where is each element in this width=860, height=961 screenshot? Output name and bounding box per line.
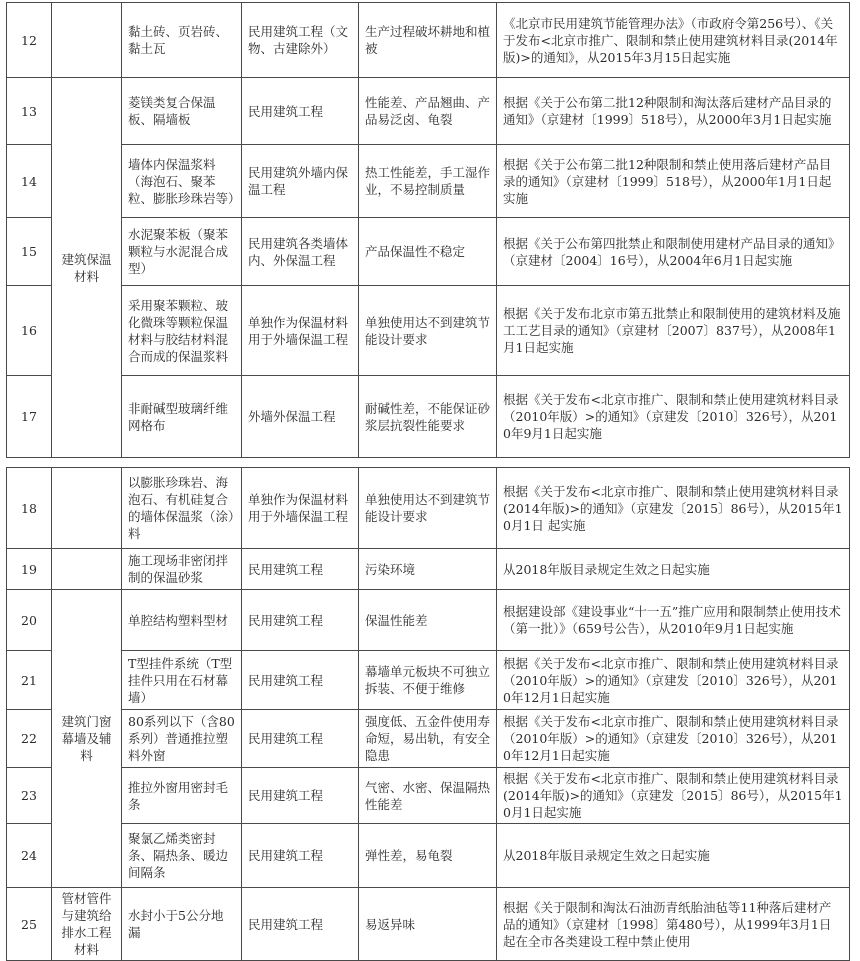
application-scope: 民用建筑工程 bbox=[242, 651, 359, 710]
category-cell: 建筑门窗幕墙及辅料 bbox=[52, 590, 122, 888]
application-scope: 民用建筑工程 bbox=[242, 768, 359, 824]
prohibition-reason: 产品保温性不稳定 bbox=[359, 218, 497, 286]
regulation-basis: 根据《关于发布<北京市推广、限制和禁止使用建筑材料目录(2014年版)>的通知》（京建发〔2015〕86号），从2015年10月1日起实施 bbox=[497, 768, 850, 824]
category-cell-blank bbox=[52, 468, 122, 549]
prohibition-reason: 幕墙单元板块不可独立拆装、不便于维修 bbox=[359, 651, 497, 710]
prohibition-reason: 生产过程破坏耕地和植被 bbox=[359, 3, 497, 78]
material-name: T型挂件系统（T型挂件只用在石材幕墙） bbox=[122, 651, 242, 710]
row-number: 25 bbox=[7, 888, 52, 961]
table-row bbox=[7, 468, 850, 549]
table-row bbox=[7, 218, 850, 286]
table-row bbox=[7, 145, 850, 218]
regulation-table-bottom bbox=[6, 467, 850, 961]
category-cell-blank bbox=[52, 549, 122, 590]
regulation-basis: 根据《关于发布<北京市推广、限制和禁止使用建筑材料目录(2014年版)>的通知》（京建发〔2015〕86号），从2015年10月1日 起实施 bbox=[497, 468, 850, 549]
row-number: 12 bbox=[7, 3, 52, 78]
row-number: 20 bbox=[7, 590, 52, 651]
material-name: 非耐碱型玻璃纤维网格布 bbox=[122, 376, 242, 458]
table-row bbox=[7, 78, 850, 145]
row-number: 22 bbox=[7, 710, 52, 768]
prohibition-reason: 污染环境 bbox=[359, 549, 497, 590]
prohibition-reason: 保温性能差 bbox=[359, 590, 497, 651]
prohibition-reason: 热工性能差，手工湿作业，不易控制质量 bbox=[359, 145, 497, 218]
table-row bbox=[7, 590, 850, 651]
application-scope: 外墙外保温工程 bbox=[242, 376, 359, 458]
prohibition-reason: 易返异味 bbox=[359, 888, 497, 961]
table-row bbox=[7, 824, 850, 888]
table-row bbox=[7, 549, 850, 590]
prohibition-reason: 单独使用达不到建筑节能设计要求 bbox=[359, 468, 497, 549]
category-cell: 管材管件与建筑给排水工程材料 bbox=[52, 888, 122, 961]
material-name: 菱镁类复合保温板、隔墙板 bbox=[122, 78, 242, 145]
prohibition-reason: 性能差、产品翘曲、产品易泛卤、龟裂 bbox=[359, 78, 497, 145]
table-row bbox=[7, 710, 850, 768]
application-scope: 民用建筑各类墙体内、外保温工程 bbox=[242, 218, 359, 286]
application-scope: 民用建筑工程 bbox=[242, 710, 359, 768]
table-row bbox=[7, 888, 850, 961]
application-scope: 民用建筑外墙内保温工程 bbox=[242, 145, 359, 218]
row-number: 16 bbox=[7, 286, 52, 376]
table-row bbox=[7, 3, 850, 78]
application-scope: 民用建筑工程（文物、古建除外） bbox=[242, 3, 359, 78]
row-number: 14 bbox=[7, 145, 52, 218]
regulation-basis: 《北京市民用建筑节能管理办法》（市政府令第256号）、《关于发布<北京市推广、限制和禁止使用建筑材料目录(2014年版)>的通知》，从2015年3月15日起实施 bbox=[497, 3, 850, 78]
row-number: 23 bbox=[7, 768, 52, 824]
row-number: 17 bbox=[7, 376, 52, 458]
regulation-basis: 根据《关于发布<北京市推广、限制和禁止使用建筑材料目录（2010年版）>的通知》（京建发〔2010〕326号），从2010年12月1日起实施 bbox=[497, 710, 850, 768]
material-name: 采用聚苯颗粒、玻化微珠等颗粒保温材料与胶结材料混合而成的保温浆料 bbox=[122, 286, 242, 376]
regulation-basis: 根据建设部《建设事业“十一五”推广应用和限制禁止使用技术（第一批）》（659号公告），从2010年9月1日起实施 bbox=[497, 590, 850, 651]
application-scope: 单独作为保温材料用于外墙保温工程 bbox=[242, 286, 359, 376]
material-name: 黏土砖、页岩砖、黏土瓦 bbox=[122, 3, 242, 78]
regulation-basis: 根据《关于公布第二批12种限制和淘汰落后建材产品目录的通知》（京建材〔1999〕518号），从2000年3月1日起实施 bbox=[497, 78, 850, 145]
material-name: 以膨胀珍珠岩、海泡石、有机硅复合的墙体保温浆（涂）料 bbox=[122, 468, 242, 549]
regulation-basis: 根据《关于发布<北京市推广、限制和禁止使用建筑材料目录（2010年版）>的通知》（京建发〔2010〕326号），从2010年9月1日起实施 bbox=[497, 376, 850, 458]
material-name: 推拉外窗用密封毛条 bbox=[122, 768, 242, 824]
row-number: 19 bbox=[7, 549, 52, 590]
application-scope: 民用建筑工程 bbox=[242, 549, 359, 590]
application-scope: 民用建筑工程 bbox=[242, 824, 359, 888]
regulation-basis: 根据《关于发布北京市第五批禁止和限制使用的建筑材料及施工工艺目录的通知》（京建材〔2007〕837号），从2008年1月1日起实施 bbox=[497, 286, 850, 376]
application-scope: 民用建筑工程 bbox=[242, 888, 359, 961]
regulation-basis: 根据《关于发布<北京市推广、限制和禁止使用建筑材料目录（2010年版）>的通知》（京建发〔2010〕326号），从2010年12月1日起实施 bbox=[497, 651, 850, 710]
material-name: 80系列以下（含80系列）普通推拉塑料外窗 bbox=[122, 710, 242, 768]
table-row bbox=[7, 376, 850, 458]
application-scope: 民用建筑工程 bbox=[242, 78, 359, 145]
prohibition-reason: 耐碱性差，不能保证砂浆层抗裂性能要求 bbox=[359, 376, 497, 458]
regulation-basis: 从2018年版目录规定生效之日起实施 bbox=[497, 549, 850, 590]
table-row bbox=[7, 651, 850, 710]
material-name: 单腔结构塑料型材 bbox=[122, 590, 242, 651]
regulation-basis: 根据《关于公布第四批禁止和限制使用建材产品目录的通知》（京建材〔2004〕16号），从2004年6月1日起实施 bbox=[497, 218, 850, 286]
material-name: 墙体内保温浆料（海泡石、聚苯粒、膨胀珍珠岩等） bbox=[122, 145, 242, 218]
material-name: 水封小于5公分地漏 bbox=[122, 888, 242, 961]
material-name: 施工现场非密闭拌制的保温砂浆 bbox=[122, 549, 242, 590]
row-number: 18 bbox=[7, 468, 52, 549]
category-cell-blank bbox=[52, 3, 122, 78]
material-name: 聚氯乙烯类密封条、隔热条、暖边间隔条 bbox=[122, 824, 242, 888]
row-number: 13 bbox=[7, 78, 52, 145]
regulation-table-top bbox=[6, 2, 850, 458]
application-scope: 单独作为保温材料用于外墙保温工程 bbox=[242, 468, 359, 549]
table-row bbox=[7, 286, 850, 376]
table-row bbox=[7, 768, 850, 824]
row-number: 21 bbox=[7, 651, 52, 710]
prohibition-reason: 气密、水密、保温隔热性能差 bbox=[359, 768, 497, 824]
material-name: 水泥聚苯板（聚苯颗粒与水泥混合成型） bbox=[122, 218, 242, 286]
prohibition-reason: 强度低、五金件使用寿命短，易出轨，有安全隐患 bbox=[359, 710, 497, 768]
prohibition-reason: 弹性差，易龟裂 bbox=[359, 824, 497, 888]
prohibition-reason: 单独使用达不到建筑节能设计要求 bbox=[359, 286, 497, 376]
regulation-basis: 根据《关于公布第二批12种限制和禁止使用落后建材产品目录的通知》（京建材〔1999〕518号），从2000年1月1日起实施 bbox=[497, 145, 850, 218]
application-scope: 民用建筑工程 bbox=[242, 590, 359, 651]
row-number: 15 bbox=[7, 218, 52, 286]
category-cell: 建筑保温材料 bbox=[52, 78, 122, 458]
regulation-basis: 从2018年版目录规定生效之日起实施 bbox=[497, 824, 850, 888]
row-number: 24 bbox=[7, 824, 52, 888]
regulation-basis: 根据《关于限制和淘汰石油沥青纸胎油毡等11种落后建材产品的通知》（京建材〔1998〕第480号），从1999年3月1日起在全市各类建设工程中禁止使用 bbox=[497, 888, 850, 961]
